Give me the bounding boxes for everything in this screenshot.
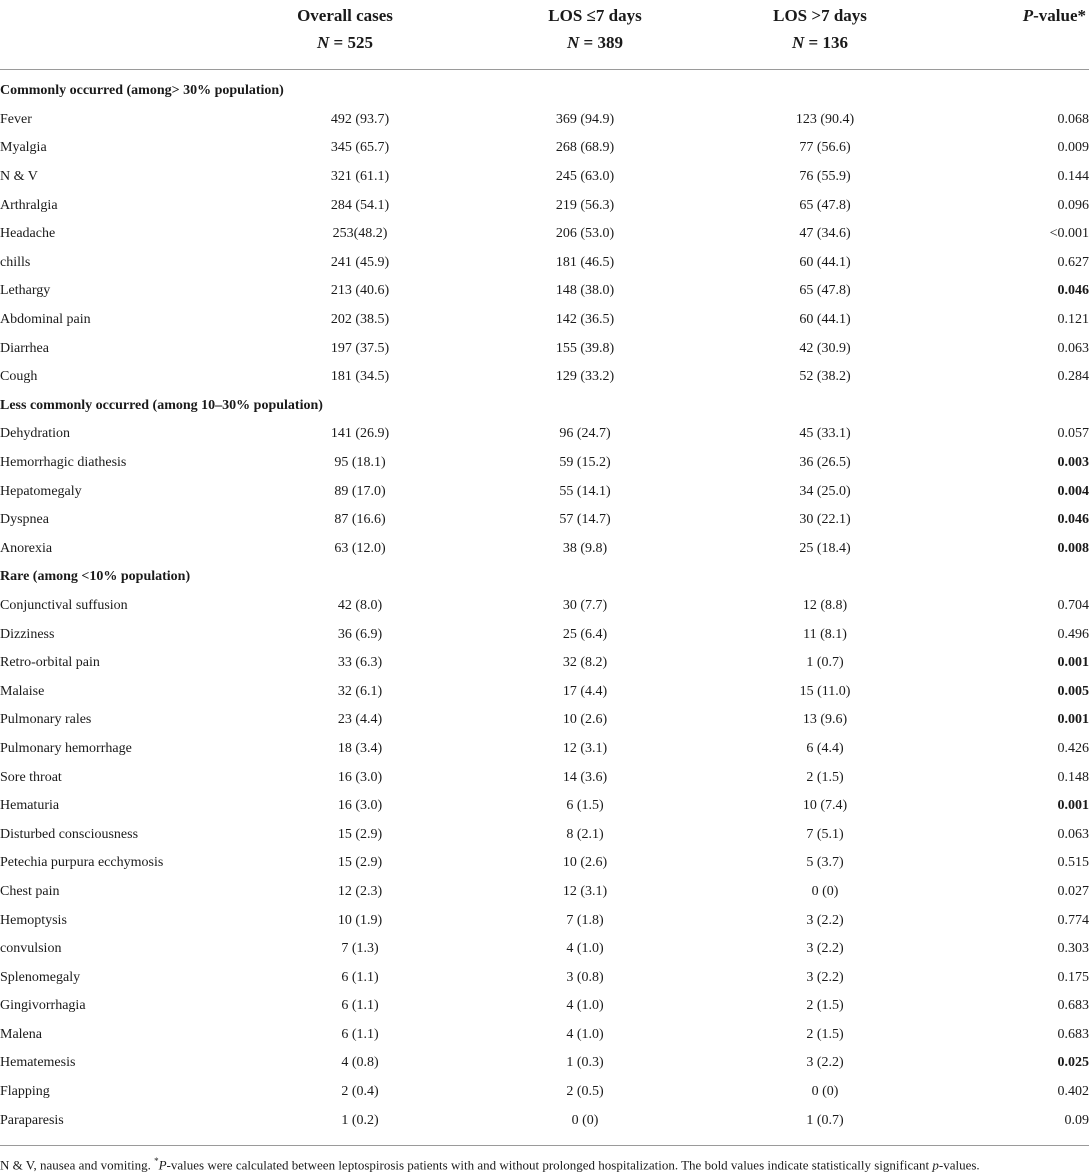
p-value-cell: 0.027 xyxy=(1057,883,1089,899)
symptom-table-body xyxy=(0,77,1089,1135)
section-title: Less commonly occurred (among 10–30% population) xyxy=(0,397,323,413)
los-gt7-cell: 3 (2.2) xyxy=(806,969,844,985)
footnote-star: * xyxy=(154,1156,159,1166)
los-le7-cell: 17 (4.4) xyxy=(562,683,608,699)
overall-cases-cell: 16 (3.0) xyxy=(337,769,383,785)
overall-cases-cell: 253(48.2) xyxy=(332,226,388,242)
los-le7-cell: 12 (3.1) xyxy=(562,883,608,899)
los-gt7-cell: 52 (38.2) xyxy=(799,369,851,385)
table-row xyxy=(0,792,1089,821)
section-header-row xyxy=(0,563,1089,592)
p-value-cell: 0.09 xyxy=(1064,1112,1089,1128)
los-le7-cell: 10 (2.6) xyxy=(562,855,608,871)
overall-cases-cell: 15 (2.9) xyxy=(337,826,383,842)
table-row xyxy=(0,963,1089,992)
symptom-name: N & V xyxy=(0,169,38,185)
p-value-cell: 0.003 xyxy=(1057,455,1089,471)
los-gt7-cell: 47 (34.6) xyxy=(799,226,851,242)
overall-cases-cell: 7 (1.3) xyxy=(341,941,379,957)
los-gt7-cell: 11 (8.1) xyxy=(803,626,847,642)
los-gt7-cell: 0 (0) xyxy=(811,883,839,899)
symptom-name: Disturbed consciousness xyxy=(0,826,139,842)
los-le7-cell: 3 (0.8) xyxy=(566,969,604,985)
table-row xyxy=(0,1049,1089,1078)
p-value-cell: 0.057 xyxy=(1057,426,1089,442)
table-row xyxy=(0,334,1089,363)
los-le7-cell: 268 (68.9) xyxy=(555,140,615,156)
symptom-name: Sore throat xyxy=(0,769,62,785)
overall-cases-cell: 492 (93.7) xyxy=(330,111,390,127)
los-gt7-cell: 36 (26.5) xyxy=(799,455,851,471)
table-row xyxy=(0,306,1089,335)
los-gt7-cell: 45 (33.1) xyxy=(799,426,851,442)
symptom-name: Pulmonary rales xyxy=(0,712,92,728)
overall-cases-cell: 284 (54.1) xyxy=(330,197,390,213)
p-value-cell: 0.774 xyxy=(1057,912,1089,928)
symptom-name: Conjunctival suffusion xyxy=(0,597,128,613)
los-gt7-cell: 1 (0.7) xyxy=(806,655,844,671)
los-gt7-cell: 15 (11.0) xyxy=(799,683,851,699)
overall-cases-cell: 202 (38.5) xyxy=(330,312,390,328)
los-le7-cell: 57 (14.7) xyxy=(559,512,611,528)
los-le7-cell: 155 (39.8) xyxy=(555,340,615,356)
symptom-name: Dizziness xyxy=(0,626,55,642)
p-value-cell: 0.063 xyxy=(1057,340,1089,356)
overall-cases-cell: 16 (3.0) xyxy=(337,798,383,814)
p-value-cell: 0.496 xyxy=(1057,626,1089,642)
table-row xyxy=(0,763,1089,792)
los-le7-cell: 7 (1.8) xyxy=(566,912,604,928)
symptom-name: chills xyxy=(0,254,31,270)
symptom-name: Dehydration xyxy=(0,426,70,442)
col-header-pvalue-suffix: -value* xyxy=(1033,6,1086,25)
overall-cases-cell: 87 (16.6) xyxy=(334,512,386,528)
table-row xyxy=(0,992,1089,1021)
col-header-los-le7 xyxy=(470,2,720,56)
p-value-cell: 0.426 xyxy=(1057,740,1089,756)
table-row xyxy=(0,1078,1089,1107)
p-value-cell: 0.683 xyxy=(1057,1026,1089,1042)
p-value-cell: 0.683 xyxy=(1057,998,1089,1014)
col-header-los-gt7-label: LOS >7 days xyxy=(773,6,867,25)
p-value-cell: 0.046 xyxy=(1057,512,1089,528)
table-row xyxy=(0,649,1089,678)
los-le7-cell: 129 (33.2) xyxy=(555,369,615,385)
overall-cases-cell: 89 (17.0) xyxy=(334,483,386,499)
footnote-part3: -values. xyxy=(938,1157,980,1173)
overall-cases-cell: 42 (8.0) xyxy=(337,597,383,613)
section-title: Commonly occurred (among> 30% population) xyxy=(0,83,284,99)
p-value-cell: 0.008 xyxy=(1057,540,1089,556)
p-value-cell: 0.004 xyxy=(1057,483,1089,499)
symptom-name: Chest pain xyxy=(0,883,60,899)
overall-cases-cell: 6 (1.1) xyxy=(341,998,379,1014)
los-gt7-cell: 5 (3.7) xyxy=(806,855,844,871)
col-header-pvalue-p: P xyxy=(1022,6,1034,25)
p-value-cell: 0.303 xyxy=(1057,941,1089,957)
symptom-name: Headache xyxy=(0,226,56,242)
footnote-part2: -values were calculated between leptospirosis patients with and without prolonged hospitalization. The bold values indicate statistically significant xyxy=(166,1157,933,1173)
symptom-table xyxy=(0,77,1089,1135)
symptom-name: Cough xyxy=(0,369,38,385)
p-value-cell: 0.001 xyxy=(1057,712,1089,728)
los-le7-cell: 12 (3.1) xyxy=(562,740,608,756)
los-gt7-cell: 60 (44.1) xyxy=(799,254,851,270)
table-row xyxy=(0,535,1089,564)
table-row xyxy=(0,449,1089,478)
p-value-cell: 0.144 xyxy=(1057,169,1089,185)
section-title: Rare (among <10% population) xyxy=(0,569,191,585)
footnote-p2: p xyxy=(932,1157,939,1173)
overall-cases-cell: 15 (2.9) xyxy=(337,855,383,871)
symptom-name: Hepatomegaly xyxy=(0,483,82,499)
table-row xyxy=(0,849,1089,878)
los-le7-cell: 38 (9.8) xyxy=(562,540,608,556)
overall-cases-cell: 33 (6.3) xyxy=(337,655,383,671)
p-value-cell: 0.068 xyxy=(1057,111,1089,127)
symptom-name: Gingivorrhagia xyxy=(0,998,86,1014)
symptom-name: Malena xyxy=(0,1026,42,1042)
los-le7-cell: 59 (15.2) xyxy=(559,455,611,471)
los-le7-cell: 1 (0.3) xyxy=(566,1055,604,1071)
col-header-overall-n: N xyxy=(317,33,330,52)
los-gt7-cell: 42 (30.9) xyxy=(799,340,851,356)
los-gt7-cell: 0 (0) xyxy=(811,1084,839,1100)
symptom-name: Petechia purpura ecchymosis xyxy=(0,855,164,871)
p-value-cell: 0.175 xyxy=(1057,969,1089,985)
los-le7-cell: 14 (3.6) xyxy=(562,769,608,785)
los-gt7-cell: 3 (2.2) xyxy=(806,941,844,957)
overall-cases-cell: 18 (3.4) xyxy=(337,740,383,756)
los-le7-cell: 219 (56.3) xyxy=(555,197,615,213)
table-footnote xyxy=(0,1152,1089,1174)
los-le7-cell: 8 (2.1) xyxy=(566,826,604,842)
los-gt7-cell: 76 (55.9) xyxy=(799,169,851,185)
p-value-cell: 0.009 xyxy=(1057,140,1089,156)
col-header-los-gt7-n: N xyxy=(792,33,805,52)
table-row xyxy=(0,1106,1089,1135)
table-row xyxy=(0,277,1089,306)
los-gt7-cell: 34 (25.0) xyxy=(799,483,851,499)
los-gt7-cell: 10 (7.4) xyxy=(802,798,848,814)
footer-rule xyxy=(0,1145,1089,1146)
los-gt7-cell: 12 (8.8) xyxy=(802,597,848,613)
los-gt7-cell: 3 (2.2) xyxy=(806,1055,844,1071)
symptom-name: convulsion xyxy=(0,941,62,957)
los-gt7-cell: 13 (9.6) xyxy=(802,712,848,728)
overall-cases-cell: 10 (1.9) xyxy=(337,912,383,928)
table-row xyxy=(0,363,1089,392)
los-le7-cell: 2 (0.5) xyxy=(566,1084,604,1100)
section-header-row xyxy=(0,392,1089,421)
overall-cases-cell: 4 (0.8) xyxy=(341,1055,379,1071)
symptom-name: Anorexia xyxy=(0,540,53,556)
table-row xyxy=(0,249,1089,278)
symptom-name: Hematemesis xyxy=(0,1055,76,1071)
table-row xyxy=(0,706,1089,735)
overall-cases-cell: 6 (1.1) xyxy=(341,1026,379,1042)
los-gt7-cell: 2 (1.5) xyxy=(806,1026,844,1042)
los-gt7-cell: 65 (47.8) xyxy=(799,283,851,299)
footnote-part1: N & V, nausea and vomiting. xyxy=(0,1157,155,1173)
section-header-row xyxy=(0,77,1089,106)
los-le7-cell: 55 (14.1) xyxy=(559,483,611,499)
los-le7-cell: 181 (46.5) xyxy=(555,254,615,270)
table-row xyxy=(0,106,1089,135)
p-value-cell: 0.001 xyxy=(1057,655,1089,671)
symptom-name: Myalgia xyxy=(0,140,47,156)
symptom-name: Hemorrhagic diathesis xyxy=(0,455,127,471)
table-row xyxy=(0,935,1089,964)
table-row xyxy=(0,592,1089,621)
symptom-name: Abdominal pain xyxy=(0,312,91,328)
table-row xyxy=(0,134,1089,163)
col-header-pvalue xyxy=(960,2,1086,29)
table-row xyxy=(0,906,1089,935)
symptom-name: Paraparesis xyxy=(0,1112,64,1128)
symptom-name: Hemoptysis xyxy=(0,912,67,928)
los-gt7-cell: 2 (1.5) xyxy=(806,998,844,1014)
col-header-los-gt7 xyxy=(700,2,940,56)
los-le7-cell: 4 (1.0) xyxy=(566,1026,604,1042)
p-value-cell: 0.096 xyxy=(1057,197,1089,213)
los-gt7-cell: 2 (1.5) xyxy=(806,769,844,785)
table-row xyxy=(0,163,1089,192)
overall-cases-cell: 2 (0.4) xyxy=(341,1084,379,1100)
overall-cases-cell: 321 (61.1) xyxy=(330,169,390,185)
los-le7-cell: 10 (2.6) xyxy=(562,712,608,728)
overall-cases-cell: 6 (1.1) xyxy=(341,969,379,985)
table-row xyxy=(0,191,1089,220)
overall-cases-cell: 32 (6.1) xyxy=(337,683,383,699)
table-row xyxy=(0,1021,1089,1050)
symptom-name: Lethargy xyxy=(0,283,51,299)
los-le7-cell: 142 (36.5) xyxy=(555,312,615,328)
overall-cases-cell: 95 (18.1) xyxy=(334,455,386,471)
los-gt7-cell: 7 (5.1) xyxy=(806,826,844,842)
header-rule xyxy=(0,69,1089,70)
table-row xyxy=(0,735,1089,764)
p-value-cell: 0.005 xyxy=(1057,683,1089,699)
los-gt7-cell: 30 (22.1) xyxy=(799,512,851,528)
col-header-overall-nvalue: = 525 xyxy=(333,33,373,52)
los-gt7-cell: 3 (2.2) xyxy=(806,912,844,928)
symptom-name: Malaise xyxy=(0,683,45,699)
los-gt7-cell: 123 (90.4) xyxy=(795,111,855,127)
p-value-cell: 0.025 xyxy=(1057,1055,1089,1071)
p-value-cell: 0.063 xyxy=(1057,826,1089,842)
los-gt7-cell: 25 (18.4) xyxy=(799,540,851,556)
los-gt7-cell: 77 (56.6) xyxy=(799,140,851,156)
p-value-cell: 0.627 xyxy=(1057,254,1089,270)
los-le7-cell: 0 (0) xyxy=(571,1112,599,1128)
col-header-overall-label: Overall cases xyxy=(297,6,393,25)
los-le7-cell: 369 (94.9) xyxy=(555,111,615,127)
overall-cases-cell: 23 (4.4) xyxy=(337,712,383,728)
los-le7-cell: 245 (63.0) xyxy=(555,169,615,185)
symptom-name: Retro-orbital pain xyxy=(0,655,100,671)
los-le7-cell: 4 (1.0) xyxy=(566,998,604,1014)
overall-cases-cell: 345 (65.7) xyxy=(330,140,390,156)
table-row xyxy=(0,878,1089,907)
symptom-name: Arthralgia xyxy=(0,197,58,213)
los-le7-cell: 6 (1.5) xyxy=(566,798,604,814)
overall-cases-cell: 12 (2.3) xyxy=(337,883,383,899)
los-le7-cell: 25 (6.4) xyxy=(562,626,608,642)
p-value-cell: 0.121 xyxy=(1057,312,1089,328)
col-header-overall xyxy=(200,2,490,56)
table-row xyxy=(0,220,1089,249)
p-value-cell: <0.001 xyxy=(1049,226,1089,242)
p-value-cell: 0.148 xyxy=(1057,769,1089,785)
los-le7-cell: 206 (53.0) xyxy=(555,226,615,242)
overall-cases-cell: 181 (34.5) xyxy=(330,369,390,385)
los-gt7-cell: 6 (4.4) xyxy=(806,740,844,756)
los-le7-cell: 32 (8.2) xyxy=(562,655,608,671)
table-row xyxy=(0,820,1089,849)
los-le7-cell: 4 (1.0) xyxy=(566,941,604,957)
los-gt7-cell: 60 (44.1) xyxy=(799,312,851,328)
table-row xyxy=(0,677,1089,706)
table-row xyxy=(0,477,1089,506)
table-row xyxy=(0,620,1089,649)
los-le7-cell: 96 (24.7) xyxy=(559,426,611,442)
p-value-cell: 0.704 xyxy=(1057,597,1089,613)
table-row xyxy=(0,506,1089,535)
col-header-los-le7-label: LOS ≤7 days xyxy=(548,6,642,25)
los-gt7-cell: 1 (0.7) xyxy=(806,1112,844,1128)
p-value-cell: 0.284 xyxy=(1057,369,1089,385)
p-value-cell: 0.515 xyxy=(1057,855,1089,871)
col-header-los-gt7-nvalue: = 136 xyxy=(808,33,848,52)
symptom-name: Hematuria xyxy=(0,798,60,814)
los-le7-cell: 30 (7.7) xyxy=(562,597,608,613)
col-header-los-le7-n: N xyxy=(567,33,580,52)
overall-cases-cell: 197 (37.5) xyxy=(330,340,390,356)
symptom-name: Pulmonary hemorrhage xyxy=(0,740,132,756)
table-row xyxy=(0,420,1089,449)
col-header-los-le7-nvalue: = 389 xyxy=(583,33,623,52)
symptom-name: Fever xyxy=(0,111,32,127)
table-header xyxy=(0,0,1089,70)
overall-cases-cell: 213 (40.6) xyxy=(330,283,390,299)
symptom-name: Flapping xyxy=(0,1084,50,1100)
overall-cases-cell: 63 (12.0) xyxy=(334,540,386,556)
los-le7-cell: 148 (38.0) xyxy=(555,283,615,299)
p-value-cell: 0.402 xyxy=(1057,1084,1089,1100)
symptom-name: Dyspnea xyxy=(0,512,49,528)
los-gt7-cell: 65 (47.8) xyxy=(799,197,851,213)
overall-cases-cell: 241 (45.9) xyxy=(330,254,390,270)
overall-cases-cell: 36 (6.9) xyxy=(337,626,383,642)
overall-cases-cell: 141 (26.9) xyxy=(330,426,390,442)
symptom-name: Diarrhea xyxy=(0,340,49,356)
symptom-name: Splenomegaly xyxy=(0,969,81,985)
p-value-cell: 0.046 xyxy=(1057,283,1089,299)
overall-cases-cell: 1 (0.2) xyxy=(341,1112,379,1128)
p-value-cell: 0.001 xyxy=(1057,798,1089,814)
footnote-p: P xyxy=(158,1157,167,1173)
